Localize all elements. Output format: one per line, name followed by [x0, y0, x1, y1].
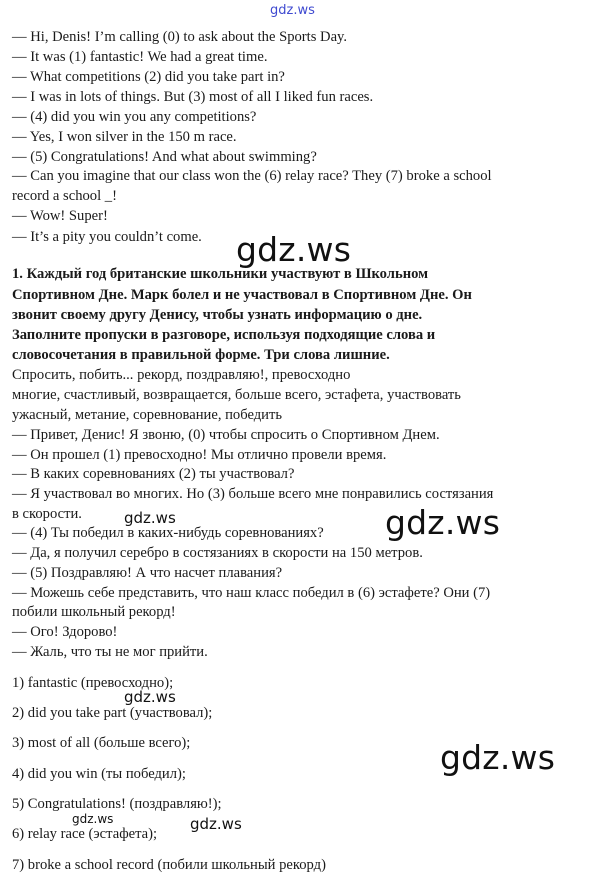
answer-item: 5) Congratulations! (поздравляю!); [12, 796, 222, 812]
answer-item: 6) relay race (эстафета); [12, 826, 158, 842]
task-line: 1. Каждый год британские школьники участвуют в Школьном [12, 266, 429, 282]
dialogue-line: — (5) Congratulations! And what about swimming? [12, 149, 317, 165]
answer-item: 7) broke a school record (побили школьный рекорд) [12, 857, 326, 873]
dialogue-line: — I was in lots of things. But (3) most of all I liked fun races. [12, 89, 374, 105]
answer-item: 2) did you take part (участвовал); [12, 705, 213, 721]
task-line: Спортивном Дне. Марк болел и не участвовал в Спортивном Дне. Он [12, 287, 472, 303]
dialogue-line: — Wow! Super! [12, 208, 108, 224]
word-bank-line: ужасный, метание, соревнование, победить [12, 407, 283, 423]
dialogue-line: — (5) Поздравляю! А что насчет плавания? [12, 565, 283, 581]
answer-item: 4) did you win (ты победил); [12, 766, 186, 782]
word-bank-line: Спросить, побить... рекорд, поздравляю!, превосходно [12, 367, 351, 383]
task-line: Заполните пропуски в разговоре, используя подходящие слова и [12, 327, 436, 343]
dialogue-line: — What competitions (2) did you take part in? [12, 69, 285, 85]
watermark-small: gdz.ws [72, 812, 114, 826]
dialogue-line: побили школьный рекорд! [12, 604, 176, 620]
watermark-small: gdz.ws [124, 509, 176, 527]
dialogue-line: — Он прошел (1) превосходно! Мы отлично провели время. [12, 447, 387, 463]
dialogue-line: — Can you imagine that our class won the (6) relay race? They (7) broke a school [12, 168, 492, 184]
answer-item: 1) fantastic (превосходно); [12, 675, 174, 691]
dialogue-line: record a school _! [12, 188, 117, 204]
dialogue-line: — Yes, I won silver in the 150 m race. [12, 129, 237, 145]
watermark-small: gdz.ws [124, 688, 176, 706]
watermark-top: gdz.ws [270, 3, 315, 18]
dialogue-line: — Hi, Denis! I’m calling (0) to ask about the Sports Day. [12, 29, 348, 45]
dialogue-line: — (4) did you win you any competitions? [12, 109, 257, 125]
dialogue-line: — It was (1) fantastic! We had a great time. [12, 49, 268, 65]
dialogue-line: — Можешь себе представить, что наш класс победил в (6) эстафете? Они (7) [12, 585, 491, 601]
dialogue-line: — Я участвовал во многих. Но (3) больше всего мне понравились состязания [12, 486, 494, 502]
answer-item: 3) most of all (больше всего); [12, 735, 191, 751]
task-line: словосочетания в правильной форме. Три слова лишние. [12, 347, 390, 363]
dialogue-line: — Да, я получил серебро в состязаниях в скорости на 150 метров. [12, 545, 423, 561]
dialogue-line: — Ого! Здорово! [12, 624, 118, 640]
watermark-large: gdz.ws [236, 230, 352, 269]
dialogue-line: — В каких соревнованиях (2) ты участвовал? [12, 466, 295, 482]
word-bank-line: многие, счастливый, возвращается, больше всего, эстафета, участвовать [12, 387, 461, 403]
dialogue-line: в скорости. [12, 506, 82, 522]
dialogue-line: — It’s a pity you couldn’t come. [12, 229, 202, 245]
watermark-large: gdz.ws [385, 503, 501, 542]
task-line: звонит своему другу Денису, чтобы узнать информацию о дне. [12, 307, 423, 323]
dialogue-line: — (4) Ты победил в каких-нибудь соревнованиях? [12, 525, 324, 541]
watermark-large: gdz.ws [440, 738, 556, 777]
dialogue-line: — Жаль, что ты не мог прийти. [12, 644, 208, 660]
dialogue-line: — Привет, Денис! Я звоню, (0) чтобы спросить о Спортивном Днем. [12, 427, 440, 443]
watermark-small: gdz.ws [190, 815, 242, 833]
